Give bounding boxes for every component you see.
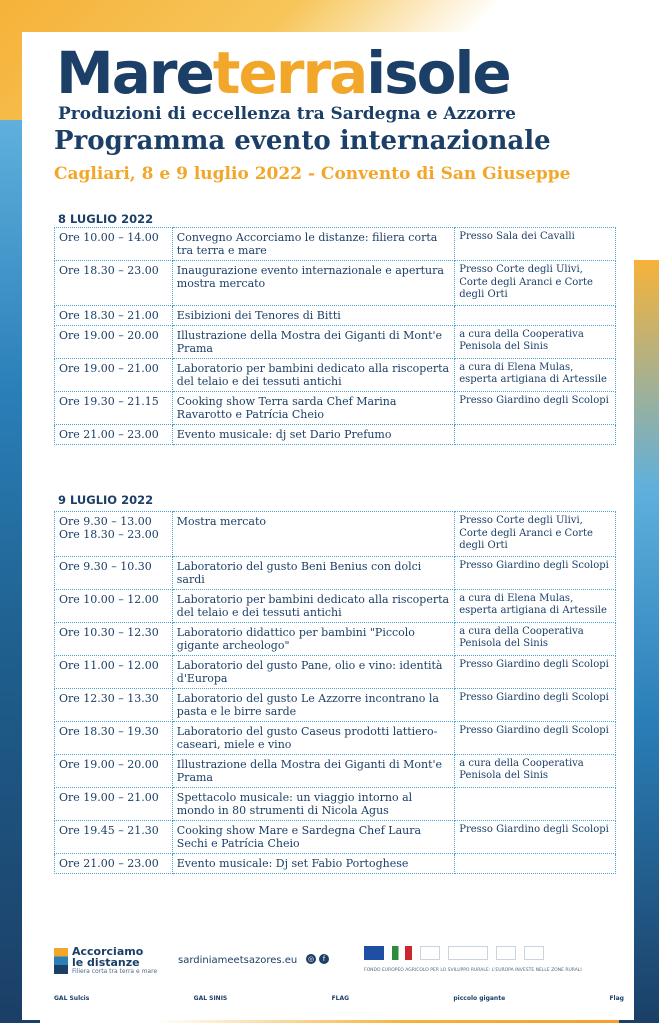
table-row xyxy=(55,787,616,820)
day2-table xyxy=(54,511,616,874)
location-cell: a cura di Elena Mulas, esperta artigiana di Artessile xyxy=(455,358,616,391)
location-cell xyxy=(455,787,616,820)
time-cell xyxy=(55,754,173,787)
event-cell: Laboratorio del gusto Pane, olio e vino: identità d'Europa xyxy=(172,655,454,688)
instagram-icon[interactable]: ◎ xyxy=(307,955,315,963)
event-cell: Esibizioni dei Tenores di Bitti xyxy=(172,305,454,325)
partner-logo: GAL SINIS xyxy=(193,994,228,1002)
time-text: Ore 19.30 – 21.15 xyxy=(59,394,159,408)
location-cell: Presso Giardino degli Scolopi xyxy=(455,655,616,688)
table-row xyxy=(55,556,616,589)
event-cell: Evento musicale: Dj set Fabio Portoghese xyxy=(172,853,454,873)
time-text-2: Ore 18.30 – 23.00 xyxy=(59,528,159,541)
accorciamo-logo-icon xyxy=(54,948,68,974)
event-cell: Spettacolo musicale: un viaggio intorno al mondo in 80 strumenti di Nicola Agus xyxy=(172,787,454,820)
logo-title-1: Accorciamo xyxy=(72,945,144,958)
table-row xyxy=(55,261,616,306)
location-cell: a cura della Cooperativa Penisola del Sinis xyxy=(455,754,616,787)
time-cell xyxy=(55,787,173,820)
location-cell: Presso Giardino degli Scolopi xyxy=(455,820,616,853)
time-cell xyxy=(55,820,173,853)
location-cell: Presso Giardino degli Scolopi xyxy=(455,721,616,754)
institutional-logos xyxy=(364,946,544,960)
event-cell: Laboratorio del gusto Caseus prodotti lattiero-caseari, miele e vino xyxy=(172,721,454,754)
location-cell: Presso Giardino degli Scolopi xyxy=(455,556,616,589)
time-text: Ore 21.00 – 23.00 xyxy=(59,427,159,441)
accorciamo-logo xyxy=(54,946,157,975)
time-cell xyxy=(55,622,173,655)
table-row xyxy=(55,820,616,853)
time-cell xyxy=(55,556,173,589)
brand-title xyxy=(56,38,510,108)
time-text: Ore 10.30 – 12.30 xyxy=(59,625,159,639)
time-text: Ore 11.00 – 12.00 xyxy=(59,658,159,672)
time-text: Ore 18.30 – 23.00 xyxy=(59,264,159,277)
event-cell: Inaugurazione evento internazionale e apertura mostra mercato xyxy=(172,261,454,306)
time-cell xyxy=(55,228,173,261)
time-text: Ore 19.00 – 20.00 xyxy=(59,757,159,771)
footer xyxy=(54,944,624,984)
table-row xyxy=(55,754,616,787)
logo-tagline: Filiera corta tra terra e mare xyxy=(72,968,158,975)
table-row xyxy=(55,721,616,754)
event-cell: Laboratorio del gusto Beni Benius con dolci sardi xyxy=(172,556,454,589)
time-cell xyxy=(55,424,173,444)
program-title: Programma evento internazionale xyxy=(54,126,551,156)
table-row xyxy=(55,688,616,721)
time-text: Ore 9.30 – 13.00 xyxy=(59,515,152,528)
table-row xyxy=(55,305,616,325)
psr-logo xyxy=(496,946,516,960)
partner-logo: Flag xyxy=(609,994,624,1002)
time-text: Ore 18.30 – 19.30 xyxy=(59,724,159,738)
time-text: Ore 21.00 – 23.00 xyxy=(59,856,159,870)
time-cell xyxy=(55,325,173,358)
table-row xyxy=(55,589,616,622)
table-row xyxy=(55,622,616,655)
feamp-logo xyxy=(524,946,544,960)
location-cell: a cura di Elena Mulas, esperta artigiana di Artessile xyxy=(455,589,616,622)
location-cell xyxy=(455,424,616,444)
time-cell xyxy=(55,688,173,721)
table-row xyxy=(55,325,616,358)
time-cell xyxy=(55,391,173,424)
rete-rurale-logo xyxy=(448,946,488,960)
italy-emblem-icon xyxy=(392,946,412,960)
table-row xyxy=(55,358,616,391)
time-cell xyxy=(55,655,173,688)
time-text: Ore 19.00 – 20.00 xyxy=(59,328,159,342)
event-cell: Convegno Accorciamo le distanze: filiera corta tra terra e mare xyxy=(172,228,454,261)
eu-note: FONDO EUROPEO AGRICOLO PER LO SVILUPPO RURALE: L'EUROPA INVESTE NELLE ZONE RURALI xyxy=(364,968,582,973)
time-cell xyxy=(55,853,173,873)
day1-table xyxy=(54,227,616,445)
table-row xyxy=(55,228,616,261)
time-text: Ore 12.30 – 13.30 xyxy=(59,691,159,705)
event-cell: Illustrazione della Mostra dei Giganti di Mont'e Prama xyxy=(172,325,454,358)
website-link[interactable]: sardiniameetsazores.eu xyxy=(178,955,298,966)
event-cell: Laboratorio del gusto Le Azzorre incontrano la pasta e le birre sarde xyxy=(172,688,454,721)
time-text: Ore 19.45 – 21.30 xyxy=(59,823,159,837)
location-cell xyxy=(455,305,616,325)
location-cell: a cura della Cooperativa Penisola del Sinis xyxy=(455,325,616,358)
partner-logo: piccolo gigante xyxy=(453,994,506,1002)
event-cell: Illustrazione della Mostra dei Giganti di Mont'e Prama xyxy=(172,754,454,787)
partner-logo: FLAG xyxy=(331,994,350,1002)
table-row xyxy=(55,655,616,688)
time-cell xyxy=(55,261,173,306)
time-text: Ore 10.00 – 12.00 xyxy=(59,592,159,606)
location-cell: Presso Corte degli Ulivi, Corte degli Aranci e Corte degli Orti xyxy=(455,261,616,306)
event-cell: Cooking show Terra sarda Chef Marina Ravarotto e Patrícia Cheio xyxy=(172,391,454,424)
location-cell: Presso Giardino degli Scolopi xyxy=(455,688,616,721)
time-text: Ore 19.00 – 21.00 xyxy=(59,361,159,375)
event-cell: Laboratorio per bambini dedicato alla riscoperta del telaio e dei tessuti antichi xyxy=(172,358,454,391)
location-cell xyxy=(455,853,616,873)
event-cell: Laboratorio didattico per bambini "Piccolo gigante archeologo" xyxy=(172,622,454,655)
event-cell: Cooking show Mare e Sardegna Chef Laura Sechi e Patrícia Cheio xyxy=(172,820,454,853)
location-cell: a cura della Cooperativa Penisola del Sinis xyxy=(455,622,616,655)
region-emblem-icon xyxy=(420,946,440,960)
location-cell: Presso Corte degli Ulivi, Corte degli Aranci e Corte degli Orti xyxy=(455,512,616,557)
partner-logo: GAL Sulcis xyxy=(54,994,90,1002)
time-text: Ore 19.00 – 21.00 xyxy=(59,790,159,804)
time-cell xyxy=(55,358,173,391)
brand-terra: terra xyxy=(212,39,367,107)
table-row xyxy=(55,853,616,873)
subtitle: Produzioni di eccellenza tra Sardegna e Azzorre xyxy=(58,104,516,124)
time-cell xyxy=(55,512,173,557)
event-cell: Evento musicale: dj set Dario Prefumo xyxy=(172,424,454,444)
brand-mare: Mare xyxy=(56,39,213,107)
brand-isole: isole xyxy=(366,39,510,107)
time-text: Ore 18.30 – 21.00 xyxy=(59,308,159,322)
facebook-icon[interactable]: f xyxy=(319,954,329,964)
event-cell: Mostra mercato xyxy=(172,512,454,557)
table-row xyxy=(55,391,616,424)
place-date: Cagliari, 8 e 9 luglio 2022 - Convento di San Giuseppe xyxy=(54,164,571,184)
table-row xyxy=(55,512,616,557)
day2-title: 9 LUGLIO 2022 xyxy=(58,493,154,507)
location-cell: Presso Giardino degli Scolopi xyxy=(455,391,616,424)
day1-title: 8 LUGLIO 2022 xyxy=(58,212,154,226)
time-cell xyxy=(55,721,173,754)
time-text: Ore 10.00 – 14.00 xyxy=(59,231,159,244)
table-row xyxy=(55,424,616,444)
event-cell: Laboratorio per bambini dedicato alla riscoperta del telaio e dei tessuti antichi xyxy=(172,589,454,622)
time-text: Ore 9.30 – 10.30 xyxy=(59,559,152,573)
logo-title-2: le distanze xyxy=(72,956,140,969)
poster-sheet xyxy=(22,32,634,1020)
time-cell xyxy=(55,305,173,325)
partner-logos xyxy=(54,987,624,1009)
time-cell xyxy=(55,589,173,622)
location-cell: Presso Sala dei Cavalli xyxy=(455,228,616,261)
eu-flag-icon xyxy=(364,946,384,960)
social-icons xyxy=(306,954,329,964)
